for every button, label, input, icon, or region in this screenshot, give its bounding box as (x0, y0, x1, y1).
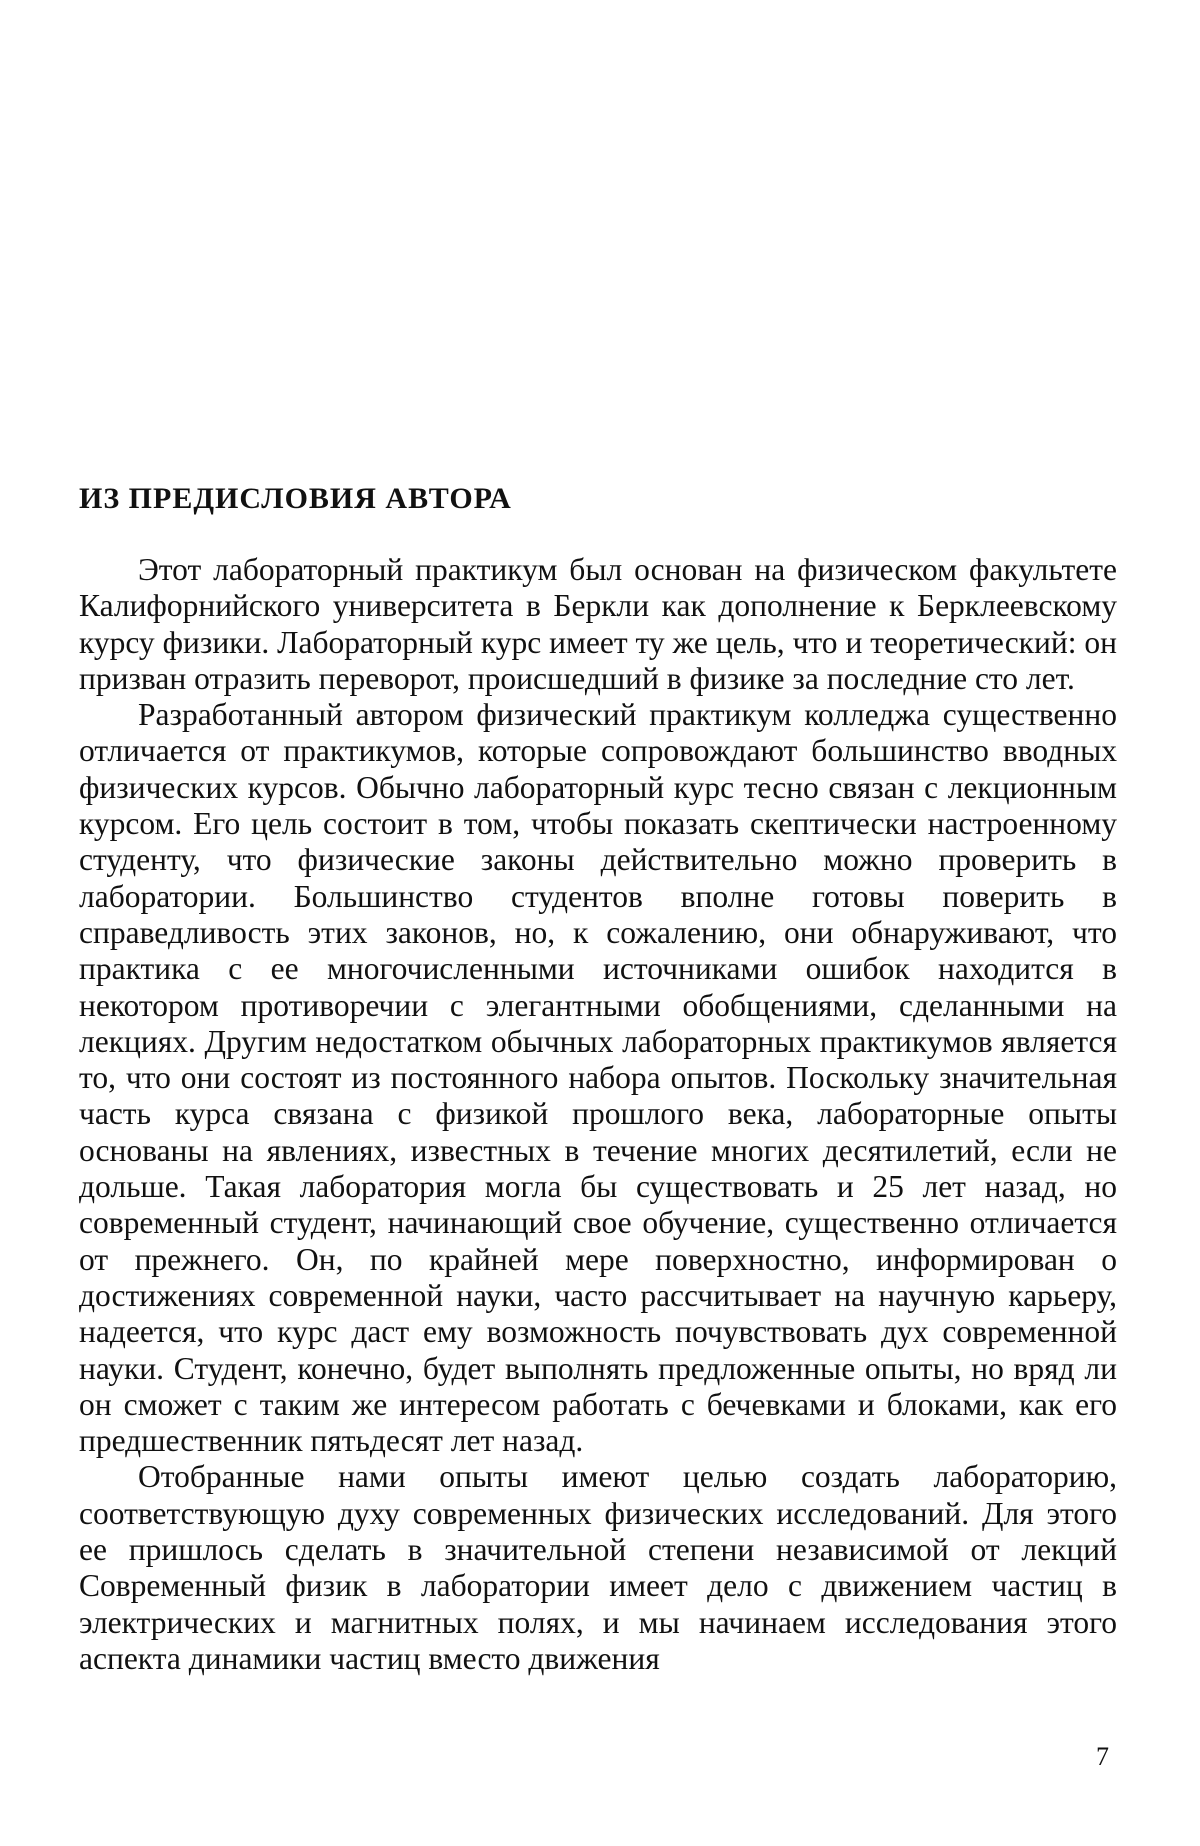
paragraph-2: Разработанный автором физический практикум колледжа существенно отличается от практикумов, которые сопровождают большинство вводных физических курсов. Обычно лабораторный курс тесно связан с лекционным курсом. Его цель состоит в том, чтобы показать скептически настроенному студенту, что физические законы действительно можно проверить в лаборатории. Большинство студентов вполне готовы поверить в справедливость этих законов, но, к сожалению, они обнаруживают, что практика с ее многочисленными источниками ошибок находится в некотором противоречии с элегантными обобщениями, сделанными на лекциях. Другим недостатком обычных лабораторных практикумов является то, что они состоят из постоянного набора опытов. Поскольку значительная часть курса связана с физикой прошлого века, лабораторные опыты основаны на явлениях, известных в течение многих десятилетий, если не дольше. Такая лаборатория могла бы существовать и 25 лет назад, но современный студент, начинающий свое обучение, существенно отличается от прежнего. Он, по крайней мере поверхностно, информирован о достижениях современной науки, часто рассчитывает на научную карьеру, надеется, что курс даст ему возможность почувствовать дух современной науки. Студент, конечно, будет выполнять предложенные опыты, но вряд ли он сможет с таким же интересом работать с бечевками и блоками, как его предшественник пятьдесят лет назад. (79, 697, 1117, 1459)
paragraph-3: Отобранные нами опыты имеют целью создать лабораторию, соответствующую духу современных физических исследований. Для этого ее пришлось сделать в значительной степени независимой от лекций Современный физик в лаборатории имеет дело с движением частиц в электрических и магнитных полях, и мы начинаем исследования этого аспекта динамики частиц вместо движения (79, 1459, 1117, 1676)
section-heading: ИЗ ПРЕДИСЛОВИЯ АВТОРА (79, 482, 512, 515)
page-number: 7 (1096, 1742, 1109, 1771)
body-text (79, 552, 1117, 1677)
paragraph-1: Этот лабораторный практикум был основан на физическом факультете Калифорнийского университета в Беркли как дополнение к Берклеевскому курсу физики. Лабораторный курс имеет ту же цель, что и теоретический: он призван отразить переворот, происшедший в физике за последние сто лет. (79, 552, 1117, 696)
